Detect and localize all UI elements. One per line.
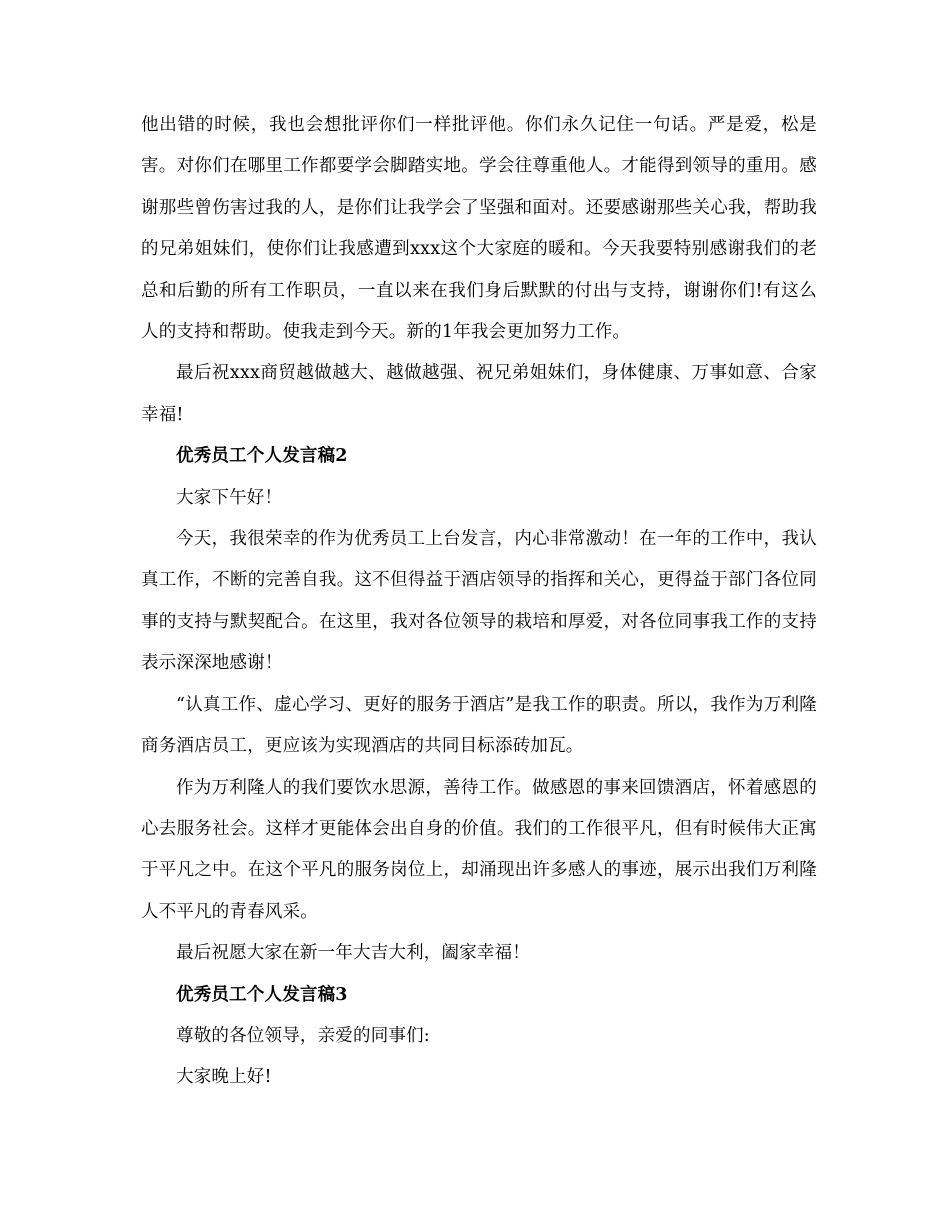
paragraph-final-wishes: 最后祝愿大家在新一年大吉大利，阖家幸福！ xyxy=(176,943,530,964)
section-heading-3: 优秀员工个人发言稿3 xyxy=(176,984,348,1005)
paragraph-job-duty: “认真工作、虚心学习、更好的服务于酒店”是我工作的职责。所以，我作为万利隆商务酒店员工，更应该为实现酒店的共同目标添砖加瓦。 xyxy=(141,694,817,757)
paragraph-continuation: 他出错的时候，我也会想批评你们一样批评他。你们永久记住一句话。严是爱，松是害。对你们在哪里工作都要学会脚踏实地。学会往尊重他人。才能得到领导的重用。感谢那些曾伤害过我的人，是你们让我学会了坚强和面对。还要感谢那些关心我，帮助我的兄弟姐妹们，使你们让我感遭到xxx这个大家庭的暖和。今天我要特别感谢我们的老总和后勤的所有工作职员，一直以来在我们身后默默的付出与支持，谢谢你们!有这么人的支持和帮助。使我走到今天。新的1年我会更加努力工作。 xyxy=(141,115,817,343)
paragraph-greeting-afternoon: 大家下午好！ xyxy=(176,487,283,508)
paragraph-closing-wishes: 最后祝xxx商贸越做越大、越做越强、祝兄弟姐妹们，身体健康、万事如意、合家幸福! xyxy=(141,363,817,425)
paragraph-greeting-evening: 大家晚上好! xyxy=(176,1067,272,1088)
paragraph-speech-intro: 今天，我很荣幸的作为优秀员工上台发言，内心非常激动！在一年的工作中，我认真工作，不断的完善自我。这不但得益于酒店领导的指挥和关心，更得益于部门各位同事的支持与默契配合。在这里，我对各位领导的栽培和厚爱，对各位同事我工作的支持表示深深地感谢！ xyxy=(141,529,817,674)
paragraph-salutation: 尊敬的各位领导，亲爱的同事们: xyxy=(176,1025,430,1046)
section-heading-2: 优秀员工个人发言稿2 xyxy=(176,446,348,467)
document-body xyxy=(141,105,817,1099)
paragraph-gratitude: 作为万利隆人的我们要饮水思源，善待工作。做感恩的事来回馈酒店，怀着感恩的心去服务社会。这样才更能体会出自身的价值。我们的工作很平凡，但有时候伟大正寓于平凡之中。在这个平凡的服务岗位上，却涌现出许多感人的事迹，展示出我们万利隆人不平凡的青春风采。 xyxy=(141,777,817,922)
